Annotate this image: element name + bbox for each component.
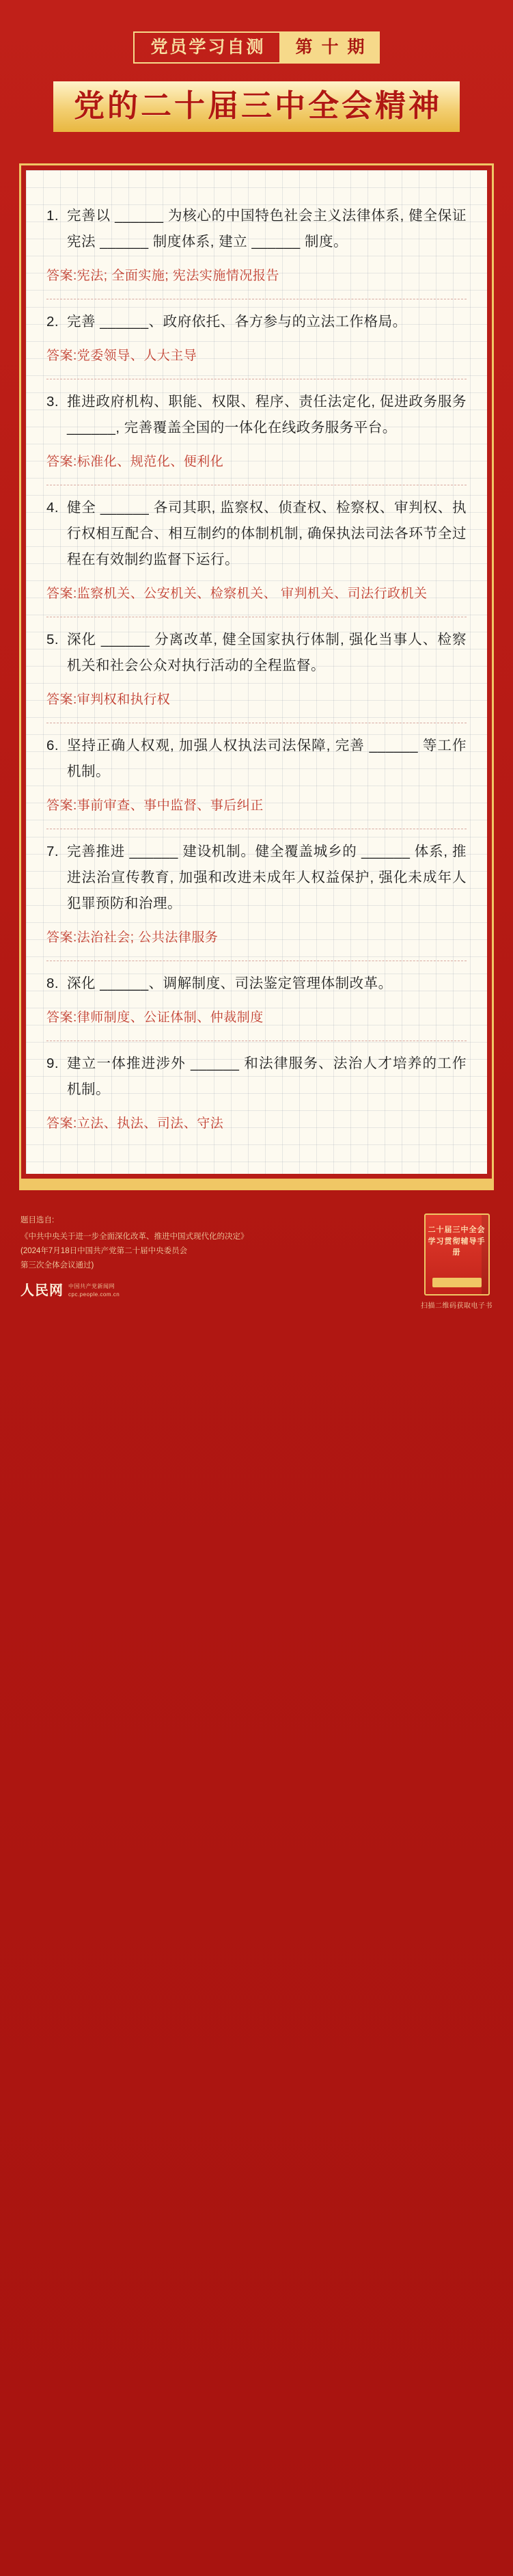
question-item: [46, 617, 467, 723]
page-header: [0, 0, 513, 139]
answer-label: 答案:: [46, 930, 77, 945]
answer-text: 审判权和执行权: [77, 692, 171, 707]
answer-text: 立法、执法、司法、守法: [77, 1116, 224, 1131]
footer-book-block: [421, 1213, 493, 1310]
question-item: [46, 299, 467, 379]
question-text: 建立一体推进涉外 ______ 和法律服务、法治人才培养的工作机制。: [67, 1056, 467, 1098]
question-text: 健全 ______ 各司其职, 监察权、侦查权、检察权、审判权、执行权相互配合、相互制约的体制机制, 确保执法司法各环节全过程在有效制约监督下运行。: [67, 500, 467, 568]
qr-scan-note: 扫描二维码获取电子书: [421, 1302, 493, 1311]
question-text: 坚持正确人权观, 加强人权执法司法保障, 完善 ______ 等工作机制。: [67, 738, 467, 780]
question-text: 深化 ______ 分离改革, 健全国家执行体制, 强化当事人、检察机关和社会公众对执行活动的全程监督。: [67, 632, 467, 674]
logo-wordmark: 人民网: [20, 1283, 64, 1298]
question-line: [46, 971, 467, 997]
answer-block: [46, 794, 467, 818]
answer-block: [46, 345, 467, 368]
answer-block: [46, 451, 467, 474]
badge-issue-number: 第 十 期: [279, 31, 380, 64]
answer-label: 答案:: [46, 586, 77, 601]
question-text: 深化 ______、调解制度、司法鉴定管理体制改革。: [67, 976, 393, 992]
question-number: 5.: [46, 632, 59, 648]
answer-label: 答案:: [46, 692, 77, 707]
quiz-card-frame: [19, 163, 494, 1181]
source-title: 题目选自:: [20, 1216, 55, 1225]
question-number: 1.: [46, 208, 59, 224]
page-title: 党的二十届三中全会精神: [53, 81, 460, 132]
question-number: 2.: [46, 314, 59, 330]
question-number: 8.: [46, 976, 59, 992]
question-number: 3.: [46, 394, 59, 410]
answer-block: [46, 1006, 467, 1030]
answer-label: 答案:: [46, 799, 77, 813]
answer-label: 答案:: [46, 1116, 77, 1131]
question-line: [46, 839, 467, 917]
answer-block: [46, 582, 467, 606]
source-line-1: 《中共中央关于进一步全面深化改革、推进中国式现代化的决定》: [20, 1232, 249, 1241]
answer-label: 答案:: [46, 348, 77, 363]
footer-source-block: [20, 1213, 249, 1299]
question-line: [46, 389, 467, 441]
question-number: 6.: [46, 738, 59, 754]
badge-series-label: 党员学习自测: [133, 31, 281, 64]
people-cn-logo[interactable]: [20, 1283, 249, 1299]
logo-subtext: [68, 1283, 120, 1299]
question-line: [46, 1051, 467, 1103]
question-number: 7.: [46, 844, 59, 860]
answer-text: 宪法; 全面实施; 宪法实施情况报告: [77, 268, 279, 283]
source-line-2: (2024年7月18日中国共产党第二十届中央委员会: [20, 1246, 188, 1255]
question-item: [46, 193, 467, 299]
answer-text: 监察机关、公安机关、检察机关、 审判机关、司法行政机关: [77, 586, 428, 601]
question-item: [46, 379, 467, 485]
question-text: 完善推进 ______ 建设机制。健全覆盖城乡的 ______ 体系, 推进法治宣传教育, 加强和改进未成年人权益保护, 强化未成年人犯罪预防和治理。: [67, 844, 467, 912]
question-line: [46, 627, 467, 679]
question-item: [46, 961, 467, 1041]
answer-block: [46, 926, 467, 950]
question-line: [46, 733, 467, 785]
answer-text: 党委领导、人大主导: [77, 348, 197, 363]
book-cover-thumbnail[interactable]: [424, 1213, 490, 1296]
logo-sub-cn: 中国共产党新闻网: [68, 1283, 115, 1290]
answer-label: 答案:: [46, 454, 77, 469]
book-cover-strip: [432, 1278, 482, 1287]
answer-text: 标准化、规范化、便利化: [77, 454, 224, 469]
answer-text: 法治社会; 公共法律服务: [77, 930, 219, 945]
question-item: [46, 485, 467, 617]
question-line: [46, 203, 467, 255]
answer-label: 答案:: [46, 1010, 77, 1025]
page-footer: [0, 1190, 513, 1337]
answer-block: [46, 265, 467, 288]
question-item: [46, 1041, 467, 1146]
badge-row: [0, 31, 513, 64]
answer-label: 答案:: [46, 268, 77, 283]
question-text: 完善以 ______ 为核心的中国特色社会主义法律体系, 健全保证宪法 ______ 制度体系, 建立 ______ 制度。: [67, 208, 467, 250]
quiz-card: [26, 170, 487, 1174]
question-line: [46, 495, 467, 573]
question-number: 9.: [46, 1056, 59, 1072]
question-number: 4.: [46, 500, 59, 516]
question-item: [46, 829, 467, 961]
question-item: [46, 723, 467, 829]
answer-block: [46, 688, 467, 712]
book-title: 二十届三中全会 学习贯彻辅导手册: [428, 1226, 486, 1257]
question-text: 完善 ______、政府依托、各方参与的立法工作格局。: [67, 314, 407, 330]
answer-text: 律师制度、公证体制、仲裁制度: [77, 1010, 264, 1025]
question-line: [46, 309, 467, 335]
answer-text: 事前审查、事中监督、事后纠正: [77, 799, 264, 813]
question-text: 推进政府机构、职能、权限、程序、责任法定化, 促进政务服务 ______, 完善覆盖全国的一体化在线政务服务平台。: [67, 394, 467, 436]
answer-block: [46, 1112, 467, 1136]
logo-sub-en: cpc.people.com.cn: [68, 1291, 120, 1298]
card-bottom-accent-bar: [19, 1181, 494, 1190]
source-line-3: 第三次全体会议通过): [20, 1261, 94, 1270]
